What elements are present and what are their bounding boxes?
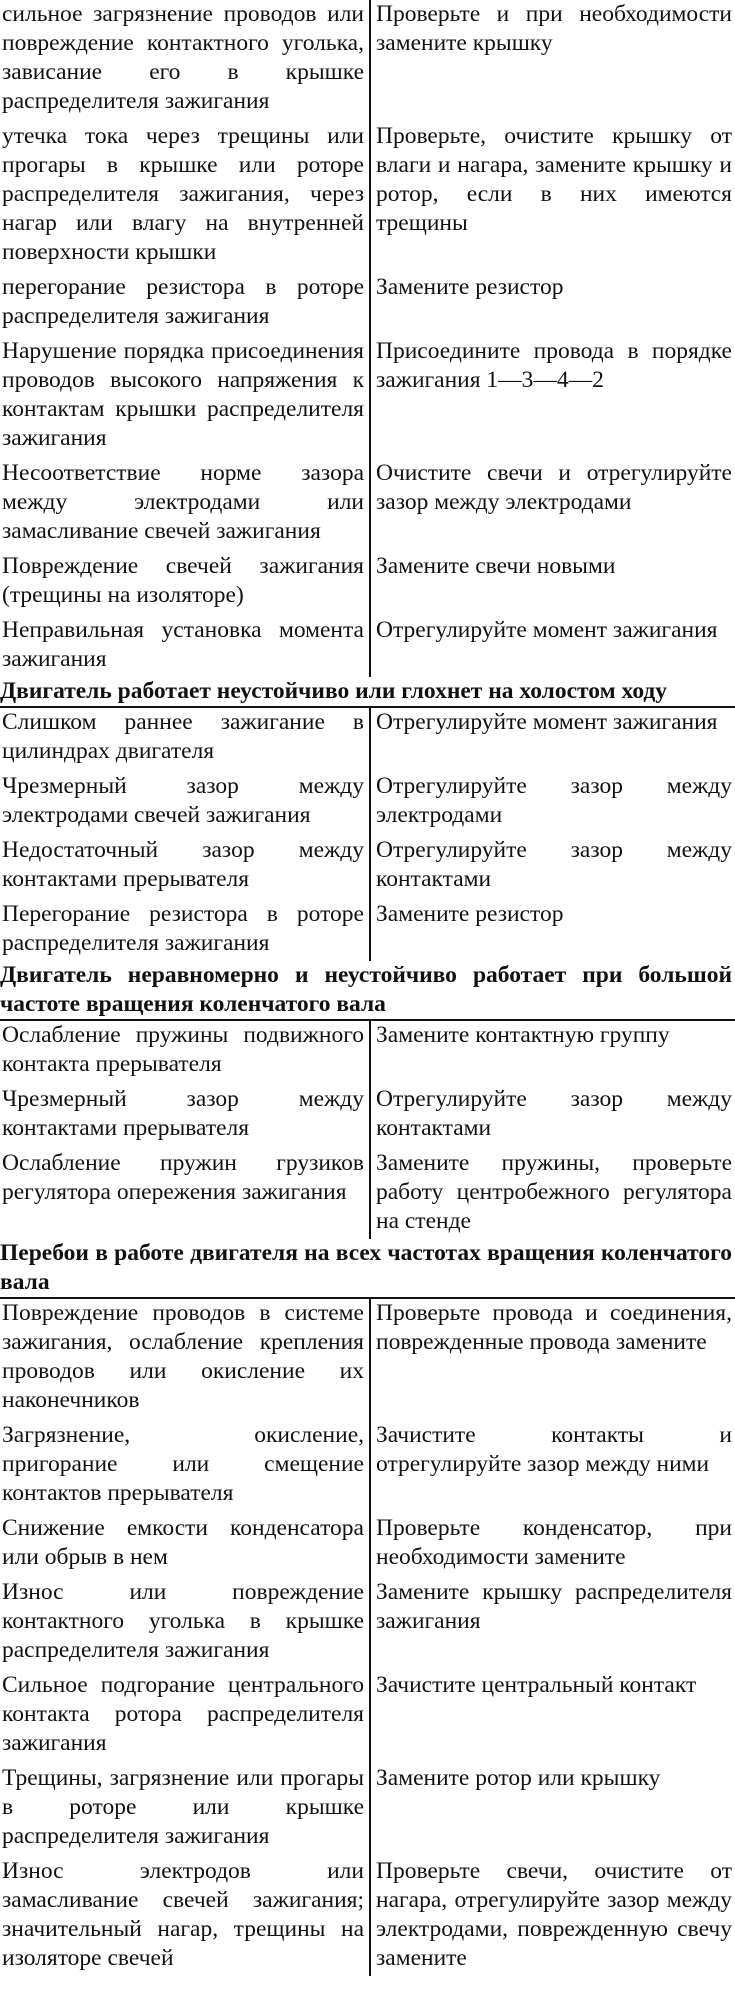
fault-remedy: Замените свечи новыми xyxy=(376,553,616,579)
fault-row xyxy=(0,549,735,613)
section-heading: Двигатель работает неустойчиво или глохнет на холостом ходу xyxy=(0,677,735,707)
fault-remedy: Проверьте конденсатор, при необходимости замените xyxy=(376,1515,732,1570)
fault-row xyxy=(0,1668,735,1761)
section-heading-row xyxy=(0,677,735,707)
fault-cause: Ослабление пружины подвижного контакта прерывателя xyxy=(0,1020,370,1082)
fault-remedy: Проверьте свечи, очистите от нагара, отрегулируйте зазор между электродами, поврежденную свечу замените xyxy=(376,1858,732,1971)
fault-remedy: Зачистите центральный контакт xyxy=(376,1672,697,1698)
fault-row xyxy=(0,1854,735,1976)
fault-remedy: Проверьте, очистите крышку от влаги и нагара, замените крышку и ротор, если в них имеются трещины xyxy=(376,123,732,236)
fault-cause: сильное загрязнение проводов или повреждение контактного уголька, зависание его в крышке распределителя зажигания xyxy=(0,0,370,119)
fault-cause: Снижение емкости конденсатора или обрыв в нем xyxy=(0,1511,370,1575)
fault-remedy: Замените пружины, проверьте работу центробежного регулятора на стенде xyxy=(376,1150,732,1234)
fault-remedy: Отрегулируйте момент зажигания xyxy=(376,617,718,643)
section-heading-row xyxy=(0,961,735,1020)
fault-row xyxy=(0,119,735,270)
fault-row xyxy=(0,270,735,334)
fault-cause: перегорание резистора в роторе распределителя зажигания xyxy=(0,270,370,334)
fault-remedy: Отрегулируйте зазор между контактами xyxy=(376,1086,732,1141)
fault-cause: Повреждение свечей зажигания (трещины на изоляторе) xyxy=(0,549,370,613)
fault-cause: Износ электродов или замасливание свечей зажигания; значительный нагар, трещины на изоляторе свечей xyxy=(0,1854,370,1976)
fault-remedy: Зачистите контакты и отрегулируйте зазор между ними xyxy=(376,1422,732,1477)
section-heading-row xyxy=(0,1239,735,1298)
section-heading: Перебои в работе двигателя на всех частотах вращения коленчатого вала xyxy=(0,1239,735,1298)
fault-row xyxy=(0,897,735,961)
fault-remedy: Очистите свечи и отрегулируйте зазор между электродами xyxy=(376,460,732,515)
fault-cause: Загрязнение, окисление, пригорание или смещение контактов прерывателя xyxy=(0,1418,370,1511)
fault-remedy: Отрегулируйте момент зажигания xyxy=(376,709,718,735)
section-heading: Двигатель неравномерно и неустойчиво работает при большой частоте вращения коленчатого вала xyxy=(0,961,735,1020)
fault-row xyxy=(0,769,735,833)
fault-row xyxy=(0,1146,735,1239)
fault-row xyxy=(0,1082,735,1146)
fault-remedy: Замените резистор xyxy=(376,274,564,300)
fault-cause: Чрезмерный зазор между контактами прерывателя xyxy=(0,1082,370,1146)
fault-row xyxy=(0,1020,735,1082)
fault-row xyxy=(0,1418,735,1511)
fault-remedy: Замените резистор xyxy=(376,901,564,927)
fault-remedy: Присоедините провода в порядке зажигания 1—3—4—2 xyxy=(376,338,732,393)
fault-cause: Чрезмерный зазор между электродами свечей зажигания xyxy=(0,769,370,833)
fault-row xyxy=(0,1575,735,1668)
fault-row xyxy=(0,1761,735,1854)
fault-cause: Перегорание резистора в роторе распределителя зажигания xyxy=(0,897,370,961)
fault-row xyxy=(0,833,735,897)
fault-cause: Недостаточный зазор между контактами прерывателя xyxy=(0,833,370,897)
fault-cause: Слишком раннее зажигание в цилиндрах двигателя xyxy=(0,707,370,769)
fault-remedy: Замените контактную группу xyxy=(376,1022,670,1048)
fault-remedy: Проверьте провода и соединения, поврежденные провода замените xyxy=(376,1300,732,1355)
fault-remedy: Замените ротор или крышку xyxy=(376,1765,661,1791)
fault-remedy: Проверьте и при необходимости замените крышку xyxy=(376,1,732,56)
fault-cause: Ослабление пружин грузиков регулятора опережения зажигания xyxy=(0,1146,370,1239)
fault-row xyxy=(0,0,735,119)
fault-cause: Износ или повреждение контактного уголька в крышке распределителя зажигания xyxy=(0,1575,370,1668)
fault-row xyxy=(0,334,735,456)
fault-cause: Неправильная установка момента зажигания xyxy=(0,613,370,677)
fault-remedy: Отрегулируйте зазор между электродами xyxy=(376,773,732,828)
fault-remedy: Отрегулируйте зазор между контактами xyxy=(376,837,732,892)
fault-row xyxy=(0,707,735,769)
fault-row xyxy=(0,613,735,677)
fault-cause: утечка тока через трещины или прогары в крышке или роторе распределителя зажигания, через нагар или влагу на внутренней поверхности крышки xyxy=(0,119,370,270)
fault-cause: Повреждение проводов в системе зажигания, ослабление крепления проводов или окисление их наконечников xyxy=(0,1298,370,1418)
fault-row xyxy=(0,456,735,549)
fault-cause: Трещины, загрязнение или прогары в роторе или крышке распределителя зажигания xyxy=(0,1761,370,1854)
fault-row xyxy=(0,1511,735,1575)
fault-row xyxy=(0,1298,735,1418)
fault-cause: Сильное подгорание центрального контакта ротора распределителя зажигания xyxy=(0,1668,370,1761)
fault-cause: Несоответствие норме зазора между электродами или замасливание свечей зажигания xyxy=(0,456,370,549)
fault-remedy: Замените крышку распределителя зажигания xyxy=(376,1579,732,1634)
fault-cause: Нарушение порядка присоединения проводов высокого напряжения к контактам крышки распределителя зажигания xyxy=(0,334,370,456)
